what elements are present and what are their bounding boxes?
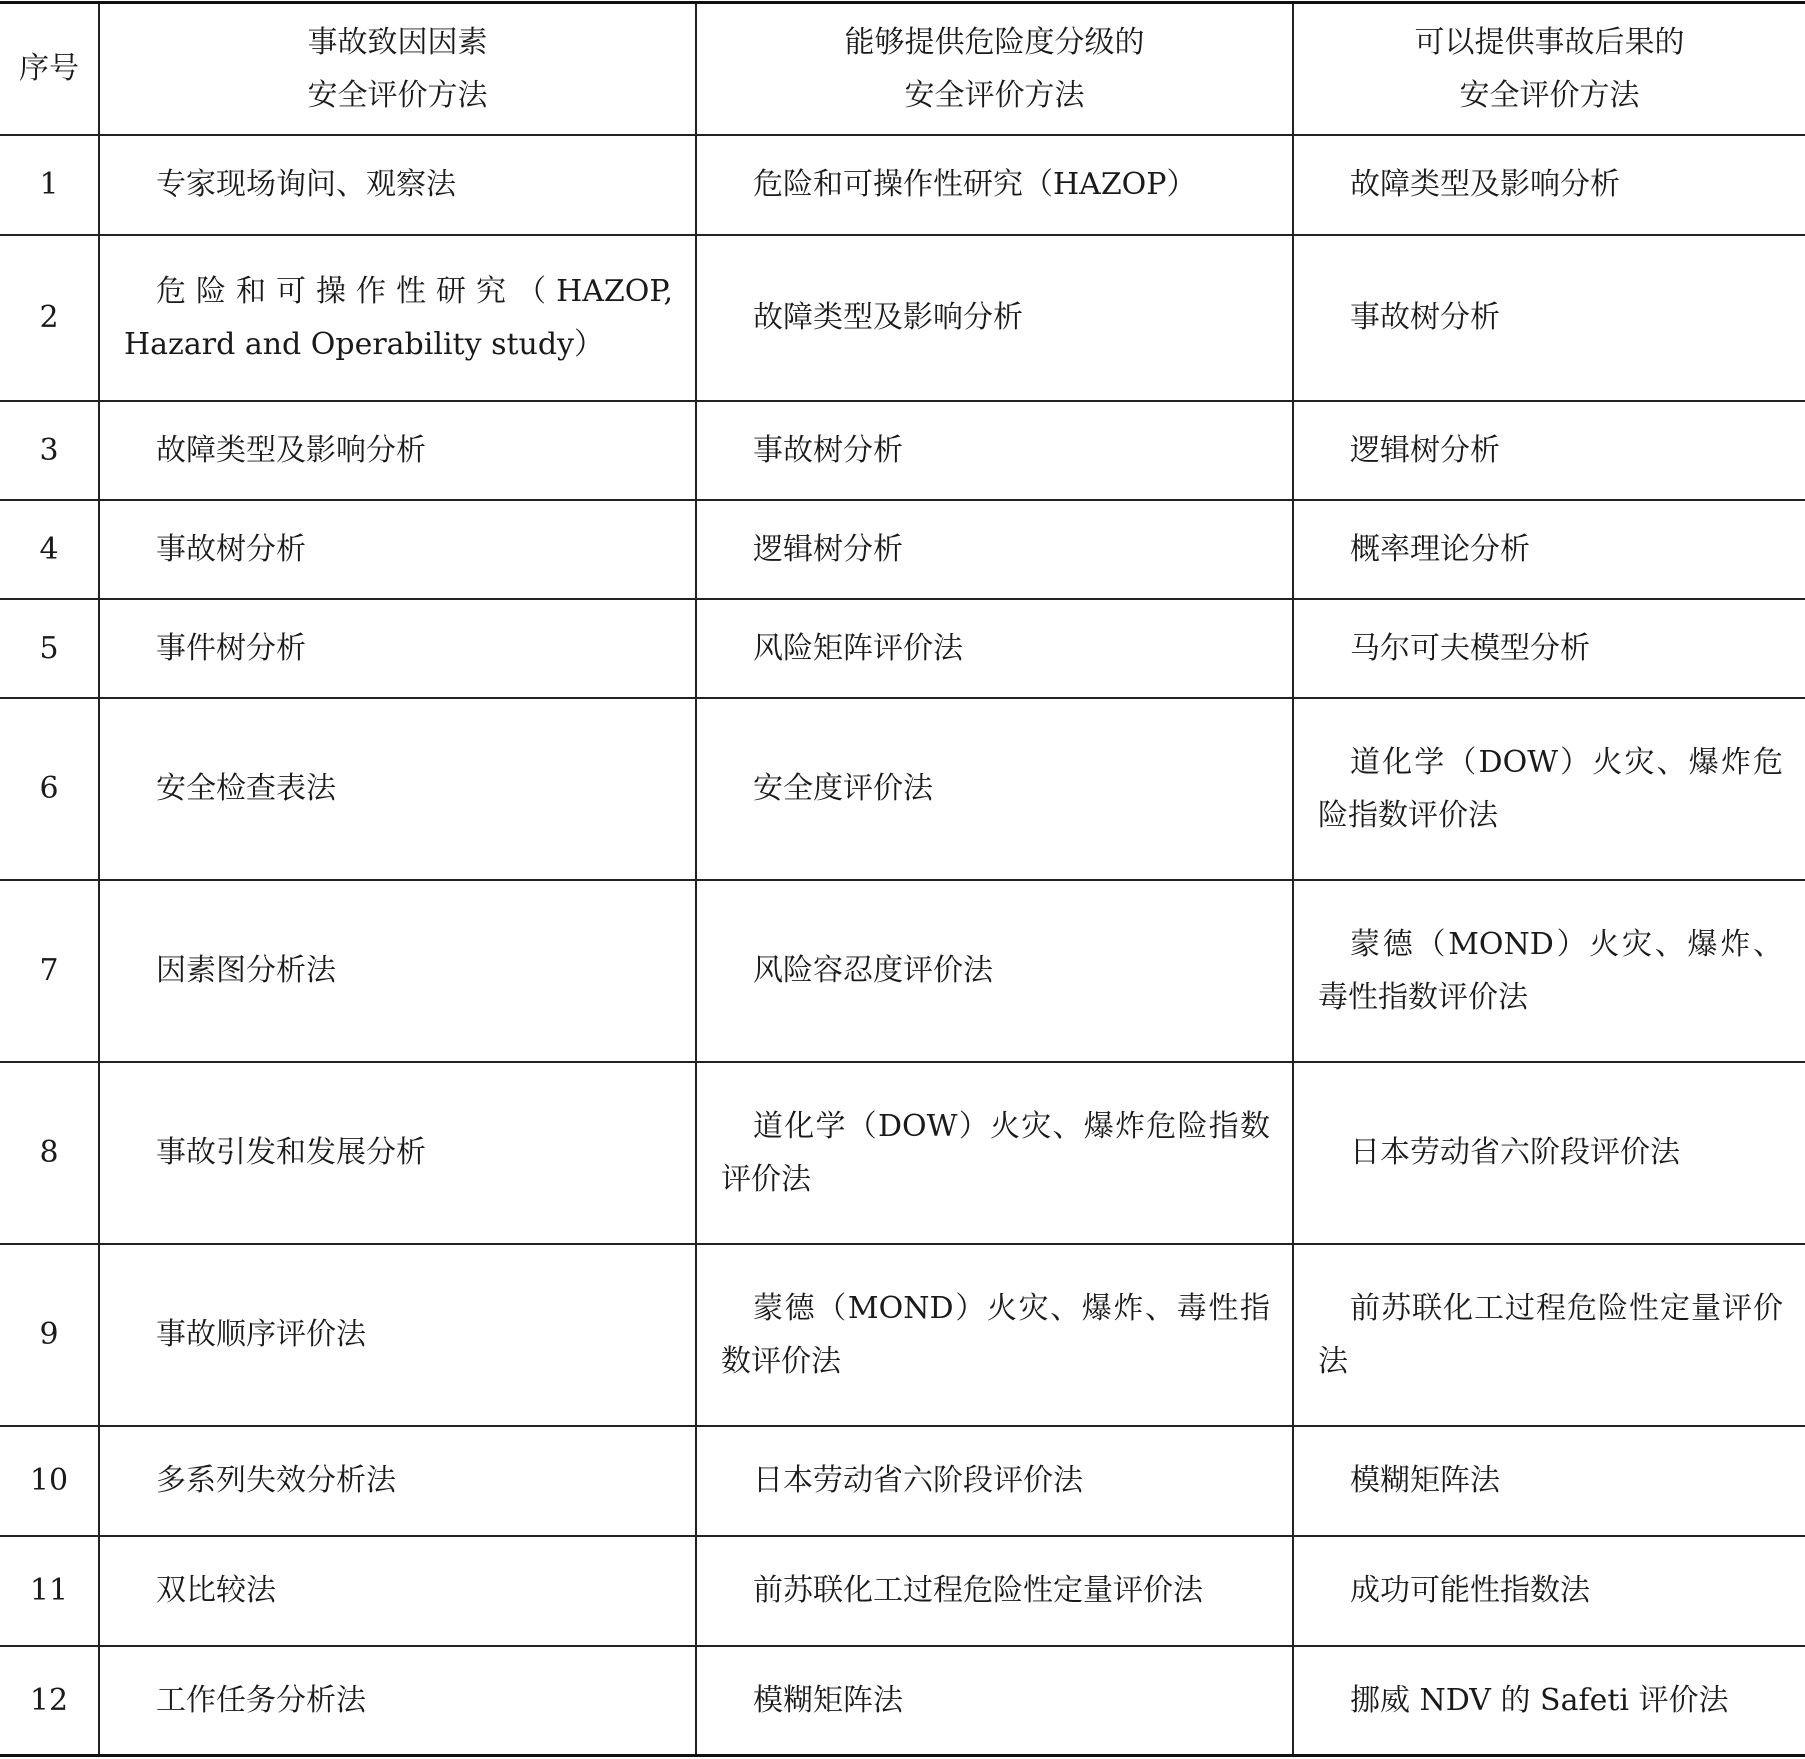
row-number: 5: [0, 599, 99, 698]
cause-method-cell: 事件树分析: [99, 599, 696, 698]
row-number: 4: [0, 500, 99, 599]
cause-method-cell: 安全检查表法: [99, 698, 696, 880]
consequence-method-cell: 日本劳动省六阶段评价法: [1293, 1062, 1805, 1244]
consequence-method-cell: 故障类型及影响分析: [1293, 135, 1805, 235]
table-row: [0, 500, 1805, 599]
row-number: 2: [0, 235, 99, 401]
table-row: [0, 1646, 1805, 1756]
header-cause-line2: 安全评价方法: [307, 77, 488, 113]
table-row: [0, 401, 1805, 500]
row-number: 6: [0, 698, 99, 880]
row-number: 1: [0, 135, 99, 235]
consequence-method-cell: 马尔可夫模型分析: [1293, 599, 1805, 698]
grading-method-cell: 蒙德（MOND）火灾、爆炸、毒性指数评价法: [696, 1244, 1293, 1426]
cause-method-cell: 事故顺序评价法: [99, 1244, 696, 1426]
consequence-method-cell: 蒙德（MOND）火灾、爆炸、毒性指数评价法: [1293, 880, 1805, 1062]
consequence-method-cell: 模糊矩阵法: [1293, 1426, 1805, 1536]
row-number: 11: [0, 1536, 99, 1646]
consequence-method-cell: 道化学（DOW）火灾、爆炸危险指数评价法: [1293, 698, 1805, 880]
row-number: 3: [0, 401, 99, 500]
grading-method-cell: 故障类型及影响分析: [696, 235, 1293, 401]
header-consequence-line2: 安全评价方法: [1459, 77, 1640, 113]
row-number: 9: [0, 1244, 99, 1426]
header-no-label: 序号: [19, 51, 79, 87]
table-row: [0, 135, 1805, 235]
cause-method-cell: 故障类型及影响分析: [99, 401, 696, 500]
header-grading-line1: 能够提供危险度分级的: [844, 24, 1145, 60]
cause-method-cell: 事故树分析: [99, 500, 696, 599]
row-number: 8: [0, 1062, 99, 1244]
cause-method-cell: 双比较法: [99, 1536, 696, 1646]
row-number: 10: [0, 1426, 99, 1536]
cause-method-cell: 专家现场询问、观察法: [99, 135, 696, 235]
header-cause-methods: [99, 3, 696, 135]
table-row: [0, 698, 1805, 880]
cause-method-cell: 工作任务分析法: [99, 1646, 696, 1756]
consequence-method-cell: 挪威 NDV 的 Safeti 评价法: [1293, 1646, 1805, 1756]
header-consequence-line1: 可以提供事故后果的: [1414, 24, 1685, 60]
row-number: 7: [0, 880, 99, 1062]
grading-method-cell: 日本劳动省六阶段评价法: [696, 1426, 1293, 1536]
table-row: [0, 880, 1805, 1062]
table-row: [0, 1426, 1805, 1536]
table-row: [0, 1536, 1805, 1646]
consequence-method-cell: 事故树分析: [1293, 235, 1805, 401]
grading-method-cell: 前苏联化工过程危险性定量评价法: [696, 1536, 1293, 1646]
grading-method-cell: 道化学（DOW）火灾、爆炸危险指数评价法: [696, 1062, 1293, 1244]
cause-method-cell: 事故引发和发展分析: [99, 1062, 696, 1244]
table-row: [0, 235, 1805, 401]
consequence-method-cell: 逻辑树分析: [1293, 401, 1805, 500]
table-row: [0, 1062, 1805, 1244]
grading-method-cell: 事故树分析: [696, 401, 1293, 500]
row-number: 12: [0, 1646, 99, 1756]
table-row: [0, 1244, 1805, 1426]
consequence-method-cell: 前苏联化工过程危险性定量评价法: [1293, 1244, 1805, 1426]
header-no: [0, 3, 99, 135]
grading-method-cell: 风险容忍度评价法: [696, 880, 1293, 1062]
consequence-method-cell: 概率理论分析: [1293, 500, 1805, 599]
grading-method-cell: 安全度评价法: [696, 698, 1293, 880]
header-consequence-methods: [1293, 3, 1805, 135]
table-row: [0, 599, 1805, 698]
grading-method-cell: 模糊矩阵法: [696, 1646, 1293, 1756]
header-grading-line2: 安全评价方法: [904, 77, 1085, 113]
grading-method-cell: 逻辑树分析: [696, 500, 1293, 599]
grading-method-cell: 危险和可操作性研究（HAZOP）: [696, 135, 1293, 235]
header-row: [0, 3, 1805, 135]
grading-method-cell: 风险矩阵评价法: [696, 599, 1293, 698]
methods-table: [0, 1, 1805, 1757]
cause-method-cell: 因素图分析法: [99, 880, 696, 1062]
consequence-method-cell: 成功可能性指数法: [1293, 1536, 1805, 1646]
header-cause-line1: 事故致因因素: [307, 24, 488, 60]
cause-method-cell: 危险和可操作性研究（HAZOP, Hazard and Operability study）: [99, 235, 696, 401]
cause-method-cell: 多系列失效分析法: [99, 1426, 696, 1536]
header-grading-methods: [696, 3, 1293, 135]
